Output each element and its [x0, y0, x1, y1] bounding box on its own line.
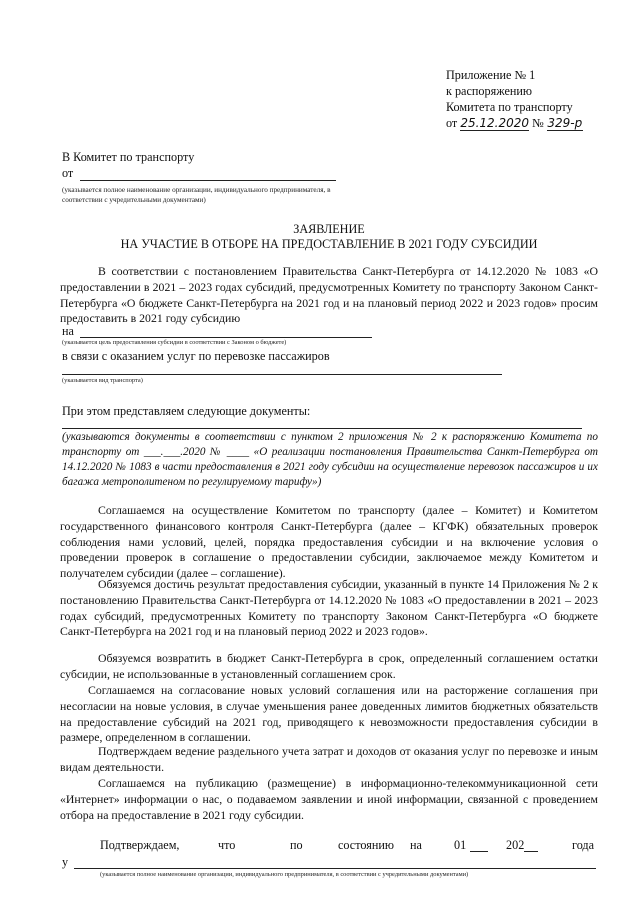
paragraph-agreement-text: Соглашаемся на согласование новых условий соглашения или на расторжение соглашения при несогласии на новые условия, в случае уменьшения ранее доведенных лимитов бюджетных обязательств на предоставление субсидий на 2021 год, приводящего к невозможности предоставления субсидии в размере, определенном в соглашении.: [60, 683, 598, 745]
handwritten-date: 25.12.2020: [460, 116, 530, 130]
confirm-year: 202: [506, 838, 525, 852]
intro-paragraph: [60, 264, 598, 327]
organization-field[interactable]: [74, 868, 596, 869]
paragraph-accounting: [60, 744, 598, 776]
year-field[interactable]: [524, 851, 538, 852]
intro-text: В соответствии с постановлением Правительства Санкт-Петербурга от 14.12.2020 № 1083 «О предоставлении в 2021 – 2023 годах субсидий, предусмотренных Комитету по транспорту Законом Санкт-Петербурга «О бюджете Санкт-Петербурга на 2021 год и на плановый период 2022 и 2023 годов» просим предоставить в 2021 году субсидию: [60, 264, 598, 326]
confirm-word-4: состоянию: [338, 838, 394, 852]
addressee-to: В Комитет по транспорту: [62, 150, 195, 164]
paragraph-publication-text: Соглашаемся на публикацию (размещение) в информационно-телекоммуникационной сети «Интернет» информации о нас, о подаваемом заявлении и иной информации, связанной с проведением отбора на предоставление в 2021 году субсидии.: [60, 776, 598, 822]
confirm-word-2: что: [218, 838, 236, 852]
na-label: на: [62, 324, 74, 338]
appendix-date-line: [446, 116, 583, 131]
u-label: у: [62, 855, 69, 869]
addressee-hint: (указывается полное наименование организации, индивидуального предпринимателя, в соответствии с учредительными документами): [62, 186, 331, 204]
month-field[interactable]: [470, 851, 488, 852]
purpose-field[interactable]: [80, 337, 372, 338]
number-prefix: №: [532, 116, 544, 130]
confirm-day: 01: [454, 838, 467, 852]
confirm-word-3: по: [290, 838, 303, 852]
appendix-committee-line: Комитета по транспорту: [446, 100, 573, 114]
paragraph-result: [60, 577, 598, 640]
transport-hint: (указывается вид транспорта): [62, 377, 143, 384]
paragraph-checks: [60, 503, 598, 582]
appendix-title: Приложение № 1: [446, 68, 536, 82]
confirm-word-6: года: [572, 838, 595, 852]
paragraph-return-text: Обязуемся возвратить в бюджет Санкт-Петербурга в срок, определенный соглашением остатки субсидии, не использованные в установленный соглашением срок.: [60, 651, 598, 681]
addressee-from-label: от: [62, 166, 74, 180]
organization-hint: (указывается полное наименование организации, индивидуального предпринимателя, в соответствии с учредительными документами): [100, 871, 469, 878]
confirm-word-1: Подтверждаем,: [100, 838, 180, 852]
doc-title: ЗАЯВЛЕНИЕ: [293, 222, 365, 236]
paragraph-agreement: [60, 683, 598, 746]
purpose-hint: (указывается цель предоставления субсидии в соответствии с Законом о бюджете): [62, 339, 287, 346]
documents-field[interactable]: [62, 428, 582, 429]
paragraph-result-text: Обязуемся достичь результат предоставления субсидии, указанный в пункте 14 Приложения № 2 к постановлению Правительства Санкт-Петербурга от 14.12.2020 № 1083 «О предоставлении в 2021 – 2023 годах субсидий, предусмотренных Комитету по транспорту Законом Санкт-Петербурга «О бюджете Санкт-Петербурга на 2021 год и на плановый период 2022 и 2023 годов».: [60, 577, 598, 639]
paragraph-publication: [60, 776, 598, 823]
appendix-order-line: к распоряжению: [446, 84, 533, 98]
addressee-from-field[interactable]: [80, 180, 336, 181]
date-prefix: от: [446, 116, 458, 130]
documents-lead: При этом представляем следующие документы:: [62, 404, 311, 418]
paragraph-accounting-text: Подтверждаем ведение раздельного учета затрат и доходов от оказания услуг по перевозке и иным видам деятельности.: [60, 744, 598, 774]
handwritten-number: 329-р: [547, 116, 583, 130]
transport-field[interactable]: [62, 374, 502, 375]
paragraph-checks-text: Соглашаемся на осуществление Комитетом по транспорту (далее – Комитет) и Комитетом государственного финансового контроля Санкт-Петербурга (далее – КГФК) обязательных проверок соблюдения нами условий, целей, порядка предоставления субсидии и на включение условия о проведении проверок в соглашение о предоставлении субсидии, заключаемое между Комитетом и получателем субсидии (далее – соглашение).: [60, 503, 598, 581]
connection-text: в связи с оказанием услуг по перевозке пассажиров: [62, 349, 330, 363]
documents-note: (указываются документы в соответствии с пунктом 2 приложения № 2 к распоряжению Комитета по транспорту от ___.___.2020 № ____ «О реализации постановления Правительства Санкт-Петербурга от 14.12.2020 № 1083 в части предоставления в 2021 году субсидии на осуществление перевозок пассажиров и их багажа метрополитеном по регулируемому тарифу»): [62, 431, 598, 488]
doc-subtitle: НА УЧАСТИЕ В ОТБОРЕ НА ПРЕДОСТАВЛЕНИЕ В 2021 ГОДУ СУБСИДИИ: [120, 237, 538, 251]
paragraph-return: [60, 651, 598, 683]
confirm-word-5: на: [410, 838, 422, 852]
